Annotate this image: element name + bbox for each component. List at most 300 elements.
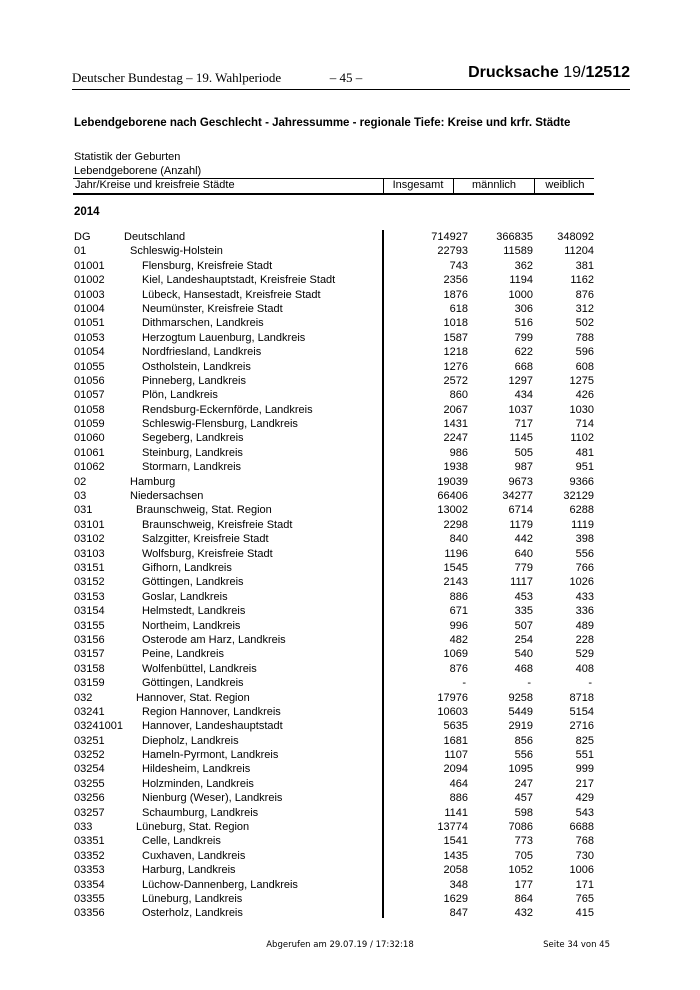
row-female: 426 [575,389,594,402]
row-total: 1938 [443,461,468,474]
table-row [74,691,594,705]
row-code: 01 [74,245,87,258]
table-row [74,431,594,445]
row-male: 9673 [508,475,533,488]
row-total: 17976 [437,691,468,704]
row-region-name: Hannover, Landeshauptstadt [142,720,283,733]
row-male: 6714 [508,504,533,517]
row-total: 1431 [443,418,468,431]
row-female: 529 [575,648,594,661]
row-female: 596 [575,346,594,359]
row-total: 2356 [443,274,468,287]
row-region-name: Pinneberg, Landkreis [142,374,246,387]
table-row [74,374,594,388]
row-code: 03152 [74,576,105,589]
table-row [74,590,594,604]
row-female: 1275 [569,374,594,387]
column-header-total: Insgesamt [392,179,444,191]
footer-retrieved: Abgerufen am 29.07.19 / 17:32:18 [266,940,414,950]
row-code: 01060 [74,432,105,445]
row-female: 336 [575,605,594,618]
row-total: 986 [449,446,468,459]
row-female: 312 [575,302,594,315]
row-female: 348092 [557,231,594,243]
row-female: 730 [575,849,594,862]
row-male: 622 [514,346,533,359]
row-total: 13002 [437,504,468,517]
row-total: 2247 [443,432,468,445]
row-male: 457 [514,792,533,805]
row-region-name: Wolfenbüttel, Landkreis [142,662,257,675]
table-row [74,662,594,676]
row-male: 34277 [502,490,533,503]
row-female: 608 [575,360,594,373]
row-region-name: Lübeck, Hansestadt, Kreisfreie Stadt [142,288,321,301]
row-code: 03102 [74,533,105,546]
row-male: 453 [514,590,533,603]
row-female: 381 [575,259,594,272]
row-region-name: Schleswig-Holstein [130,245,223,258]
row-female: 433 [575,590,594,603]
row-code: 01053 [74,331,105,344]
table-row [74,734,594,748]
row-male: 717 [514,418,533,431]
table-row [74,604,594,618]
row-total: 1107 [444,749,468,762]
row-total: 2298 [443,518,468,531]
table-row [74,575,594,589]
row-code: 01051 [74,317,105,330]
row-region-name: Helmstedt, Landkreis [142,605,246,618]
row-female: 429 [575,792,594,805]
row-code: 01059 [74,418,105,431]
row-code: 01003 [74,288,105,301]
row-female: 825 [575,734,594,747]
row-total: 1276 [443,360,468,373]
row-region-name: Region Hannover, Landkreis [142,705,281,718]
table-row [74,719,594,733]
row-total: 1141 [444,806,468,819]
row-region-name: Lüneburg, Landkreis [142,892,243,905]
header-divider [383,179,384,193]
row-total: 1218 [443,346,468,359]
row-region-name: Hamburg [130,475,176,488]
row-male: 987 [514,461,533,474]
row-total: 714927 [431,231,468,243]
row-total: 2067 [443,403,468,416]
row-code: 02 [74,475,87,488]
column-header-male: männlich [471,179,517,191]
column-header-row [73,178,594,195]
row-region-name: Schaumburg, Landkreis [142,806,259,819]
row-code: 03101 [74,518,105,531]
row-male: 434 [514,389,533,402]
table-row [74,518,594,532]
row-code: 03255 [74,777,105,790]
row-code: 01001 [74,259,105,272]
table-row [74,446,594,460]
row-female: 1026 [569,576,594,589]
row-female: 765 [575,892,594,905]
row-female: 228 [575,633,594,646]
row-code: 03252 [74,749,105,762]
row-code: 01004 [74,302,105,315]
table-row [74,360,594,374]
table-row [74,676,594,690]
row-male: 1095 [508,763,533,776]
table-row [74,820,594,834]
row-total: 1541 [443,835,468,848]
row-total: - [462,677,466,690]
row-male: 2919 [508,720,533,733]
row-code: 03 [74,490,87,503]
row-region-name: Diepholz, Landkreis [142,734,239,747]
row-code: 03254 [74,763,105,776]
row-male: 306 [514,302,533,315]
row-female: 6688 [569,821,594,834]
drucksache-number: 12512 [585,64,630,81]
table-row [74,417,594,431]
row-region-name: Osterholz, Landkreis [142,907,243,920]
row-region-name: Lüchow-Dannenberg, Landkreis [142,878,298,891]
row-region-name: Hannover, Stat. Region [136,691,250,704]
row-region-name: Lüneburg, Stat. Region [136,821,250,834]
row-male: 864 [514,892,533,905]
row-region-name: Steinburg, Landkreis [142,446,243,459]
table-row [74,475,594,489]
row-female: 1006 [569,864,594,877]
meta-unit: Lebendgeborene (Anzahl) [74,165,202,177]
row-code: 03155 [74,619,105,632]
row-female: 714 [575,418,594,431]
row-total: 66406 [437,490,468,503]
row-male: 247 [514,777,533,790]
row-region-name: Wolfsburg, Kreisfreie Stadt [142,547,273,560]
row-female: 5154 [569,705,594,718]
row-code: 03241 [74,705,105,718]
footer-page: Seite 34 von 45 [543,940,610,950]
row-male: 705 [514,849,533,862]
row-male: 9258 [508,691,533,704]
row-code: 01062 [74,461,105,474]
header-rule [72,89,630,90]
row-male: 540 [514,648,533,661]
row-code: 03241001 [74,720,123,733]
row-total: 1876 [443,288,468,301]
row-code: 03157 [74,648,105,661]
row-code: 01061 [74,446,105,459]
table-row [74,489,594,503]
row-code: 03154 [74,605,105,618]
row-male: 1145 [509,432,533,445]
row-region-name: Peine, Landkreis [142,648,224,661]
row-code: 03151 [74,561,105,574]
row-code: 01056 [74,374,105,387]
row-total: 1681 [443,734,468,747]
table-row [74,791,594,805]
row-code: 03159 [74,677,105,690]
row-female: 543 [575,806,594,819]
row-total: 2572 [443,374,468,387]
table-row [74,561,594,575]
row-total: 2058 [443,864,468,877]
row-total: 671 [449,605,468,618]
row-total: 1018 [443,317,468,330]
row-female: 32129 [563,490,594,503]
row-code: 032 [74,691,93,704]
table-row [74,403,594,417]
row-region-name: Nordfriesland, Landkreis [142,346,262,359]
row-female: 556 [575,547,594,560]
row-region-name: Northeim, Landkreis [142,619,241,632]
row-code: 03355 [74,892,105,905]
table-row [74,906,594,920]
row-region-name: Hameln-Pyrmont, Landkreis [142,749,279,762]
row-region-name: Holzminden, Landkreis [142,777,254,790]
table-row [74,532,594,546]
row-region-name: Nienburg (Weser), Landkreis [142,792,283,805]
row-female: 999 [575,763,594,776]
row-total: 348 [449,878,468,891]
column-header-region: Jahr/Kreise und kreisfreie Städte [75,179,235,191]
header-drucksache [460,64,630,82]
row-total: 996 [449,619,468,632]
table-row [74,547,594,561]
row-region-name: Osterode am Harz, Landkreis [142,633,286,646]
row-total: 743 [449,259,468,272]
row-region-name: Neumünster, Kreisfreie Stadt [142,302,283,315]
header-page-number: – 45 – [329,70,363,85]
row-female: 9366 [569,475,594,488]
row-male: 177 [514,878,533,891]
row-male: 556 [514,749,533,762]
table-row [74,302,594,316]
column-header-female: weiblich [545,179,585,191]
table-row [74,762,594,776]
row-code: 03153 [74,590,105,603]
row-male: 1052 [508,864,533,877]
row-female: 2716 [569,720,594,733]
row-total: 1629 [443,892,468,905]
row-region-name: Braunschweig, Stat. Region [136,504,272,517]
row-female: 1102 [570,432,594,445]
row-region-name: Ostholstein, Landkreis [142,360,251,373]
row-code: 01057 [74,389,105,402]
row-male: 1037 [508,403,533,416]
row-male: 1000 [508,288,533,301]
row-total: 2094 [443,763,468,776]
row-male: 1117 [510,576,533,589]
row-female: 398 [575,533,594,546]
table-row [74,316,594,330]
row-female: 1119 [571,518,594,531]
row-region-name: Harburg, Landkreis [142,864,236,877]
row-female: 6288 [569,504,594,517]
row-male: 254 [514,633,533,646]
row-total: 840 [449,533,468,546]
row-male: 640 [514,547,533,560]
row-region-name: Plön, Landkreis [142,389,218,402]
row-total: 5635 [443,720,468,733]
row-female: 408 [575,662,594,675]
row-code: 01055 [74,360,105,373]
row-total: 886 [449,792,468,805]
row-code: 03351 [74,835,105,848]
row-code: 03352 [74,849,105,862]
row-female: 217 [575,777,594,790]
row-male: 779 [514,561,533,574]
table-row [74,460,594,474]
row-male: 668 [514,360,533,373]
drucksache-label: Drucksache [468,64,559,81]
row-region-name: Rendsburg-Eckernförde, Landkreis [142,403,313,416]
table-row [74,244,594,258]
table-row [74,777,594,791]
row-male: 773 [514,835,533,848]
row-male: 362 [514,259,533,272]
row-total: 847 [449,907,468,920]
row-region-name: Niedersachsen [130,490,204,503]
row-code: 03158 [74,662,105,675]
table-row [74,892,594,906]
table-row [74,748,594,762]
row-female: 8718 [569,691,594,704]
row-female: 489 [575,619,594,632]
meta-statistic: Statistik der Geburten [74,151,181,163]
row-code: 03156 [74,633,105,646]
table-row [74,388,594,402]
row-region-name: Gifhorn, Landkreis [142,561,232,574]
row-female: 481 [575,446,594,459]
row-male: 856 [514,734,533,747]
row-female: 171 [575,878,594,891]
row-female: 951 [575,461,594,474]
table-row [74,834,594,848]
row-total: 1196 [444,547,468,560]
row-female: 1162 [570,274,594,287]
row-code: 01058 [74,403,105,416]
table-row [74,705,594,719]
row-code: 03251 [74,734,105,747]
row-total: 19039 [437,475,468,488]
row-region-name: Dithmarschen, Landkreis [142,317,264,330]
row-male: 516 [514,317,533,330]
row-code: 03103 [74,547,105,560]
table-row [74,619,594,633]
row-male: 5449 [508,705,533,718]
row-code: 03257 [74,806,105,819]
row-region-name: Segeberg, Landkreis [142,432,244,445]
table-row [74,288,594,302]
row-total: 10603 [437,705,468,718]
row-region-name: Herzogtum Lauenburg, Landkreis [142,331,306,344]
row-region-name: Braunschweig, Kreisfreie Stadt [142,518,293,531]
row-female: 415 [575,907,594,920]
row-female: 11204 [564,245,594,258]
row-region-name: Cuxhaven, Landkreis [142,849,246,862]
row-region-name: Hildesheim, Landkreis [142,763,251,776]
year-label: 2014 [74,206,100,218]
row-female: 1030 [569,403,594,416]
table-row [74,230,594,244]
table-row [74,259,594,273]
row-region-name: Göttingen, Landkreis [142,677,244,690]
drucksache-prefix: 19/ [558,64,586,81]
table-row [74,849,594,863]
row-region-name: Schleswig-Flensburg, Landkreis [142,418,298,431]
table-title: Lebendgeborene nach Geschlecht - Jahressumme - regionale Tiefe: Kreise und krfr. Städte [74,117,571,129]
table-row [74,633,594,647]
row-total: 876 [449,662,468,675]
row-total: 1069 [443,648,468,661]
row-male: 366835 [496,231,533,243]
table-row [74,503,594,517]
row-code: 03256 [74,792,105,805]
row-region-name: Goslar, Landkreis [142,590,228,603]
table-body [74,230,594,921]
row-region-name: Flensburg, Kreisfreie Stadt [142,259,273,272]
row-male: 11589 [503,245,533,258]
row-male: 507 [514,619,533,632]
table-row [74,331,594,345]
row-total: 2143 [443,576,468,589]
row-male: 7086 [508,821,533,834]
row-total: 1587 [443,331,468,344]
row-male: 1194 [509,274,533,287]
row-male: 505 [514,446,533,459]
row-code: 031 [74,504,93,517]
row-region-name: Göttingen, Landkreis [142,576,244,589]
row-total: 1435 [443,849,468,862]
row-total: 618 [449,302,468,315]
row-female: 788 [575,331,594,344]
row-total: 464 [449,777,468,790]
row-female: 766 [575,561,594,574]
row-total: 22793 [437,245,468,258]
row-female: 502 [575,317,594,330]
row-code: 03353 [74,864,105,877]
table-row [74,878,594,892]
row-region-name: Deutschland [124,231,186,243]
row-male: 468 [514,662,533,675]
table-row [74,863,594,877]
row-male: 432 [514,907,533,920]
row-male: 1179 [509,518,533,531]
row-male: 442 [514,533,533,546]
row-male: 1297 [508,374,533,387]
row-region-name: Stormarn, Landkreis [142,461,242,474]
table-row [74,273,594,287]
row-total: 482 [449,633,468,646]
row-female: - [588,677,592,690]
row-male: 335 [514,605,533,618]
row-total: 1545 [443,561,468,574]
row-region-name: Kiel, Landeshauptstadt, Kreisfreie Stadt [142,274,336,287]
row-code: 01054 [74,346,105,359]
row-male: 799 [514,331,533,344]
row-code: DG [74,231,91,243]
header-parliament: Deutscher Bundestag – 19. Wahlperiode [72,70,282,85]
row-code: 01002 [74,274,105,287]
row-female: 876 [575,288,594,301]
row-male: - [527,677,531,690]
row-code: 03356 [74,907,105,920]
header-divider [453,179,454,193]
row-region-name: Salzgitter, Kreisfreie Stadt [142,533,269,546]
row-female: 551 [575,749,594,762]
header-divider [534,179,535,193]
row-code: 033 [74,821,93,834]
